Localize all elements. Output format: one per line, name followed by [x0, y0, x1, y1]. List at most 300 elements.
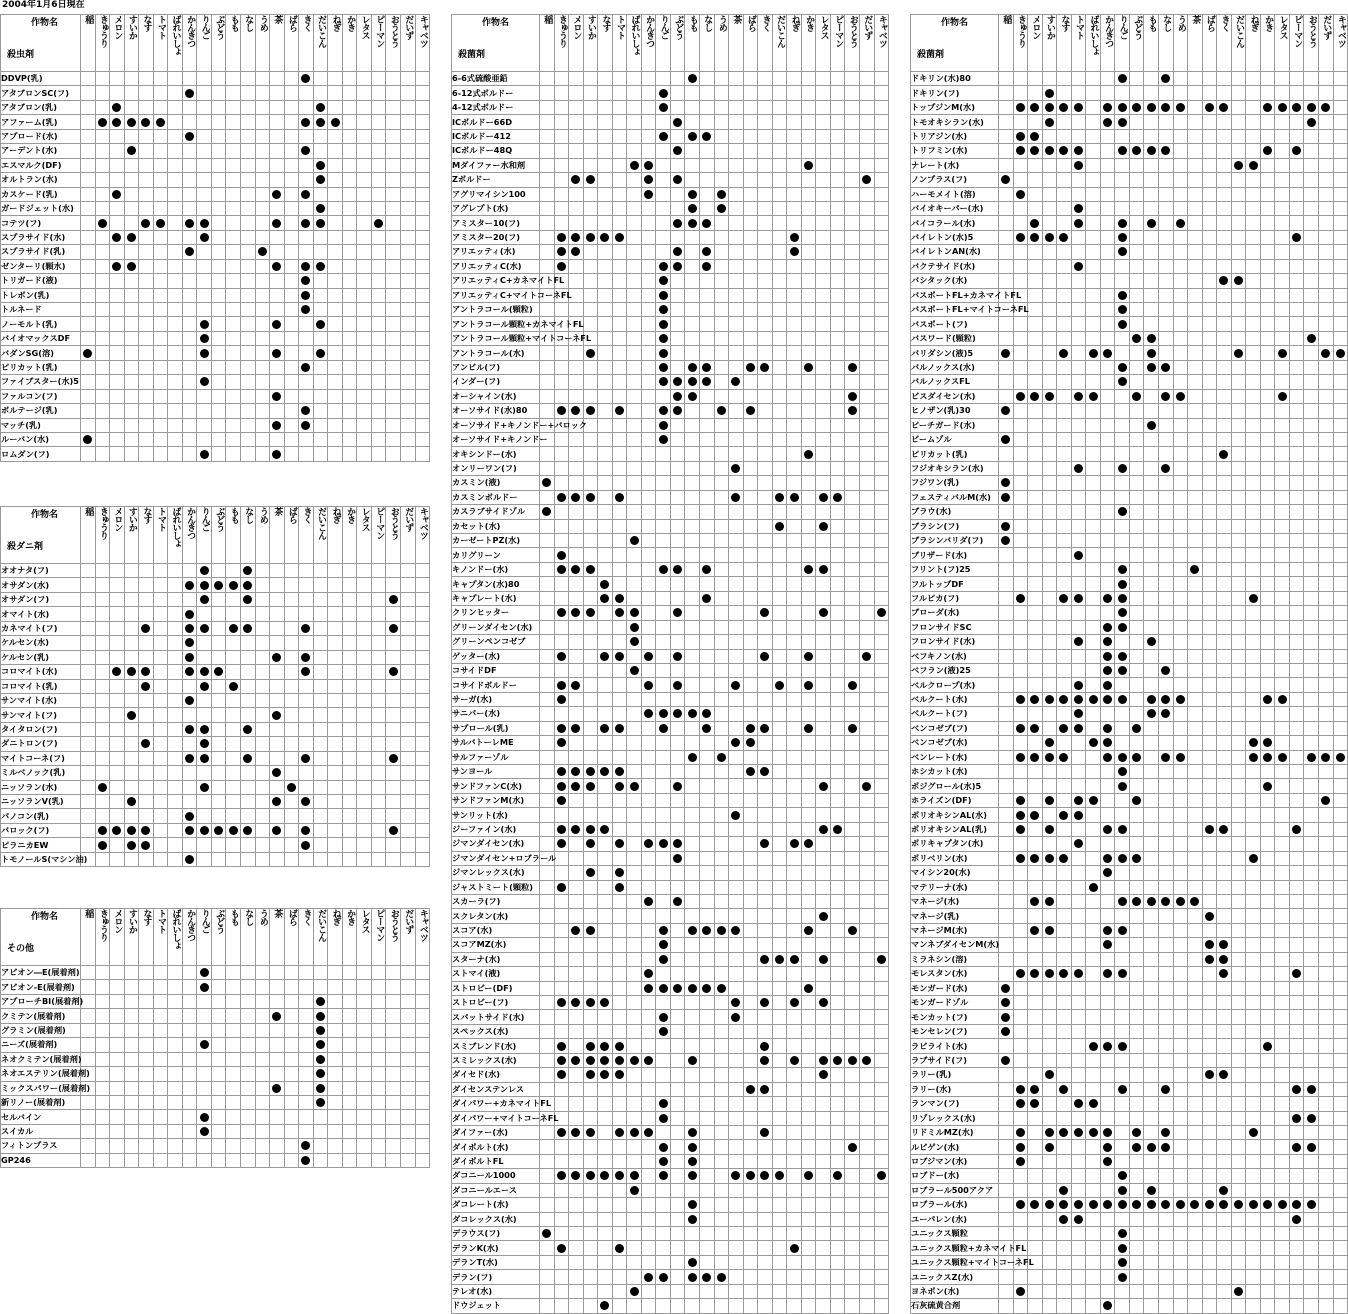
registration-cell — [685, 173, 700, 187]
registration-cell — [211, 129, 226, 143]
registration-cell — [801, 461, 816, 475]
registration-cell — [241, 1139, 256, 1153]
registration-cell — [874, 201, 889, 215]
registration-cell — [371, 737, 386, 751]
registered-dot — [557, 767, 566, 776]
registered-dot — [731, 926, 740, 935]
registration-cell — [685, 837, 700, 851]
registered-dot — [630, 161, 639, 170]
registration-cell — [386, 404, 401, 418]
registration-cell — [743, 808, 758, 822]
registration-cell — [1173, 72, 1188, 86]
registration-cell — [168, 751, 183, 765]
registration-cell — [270, 288, 285, 302]
registration-cell — [371, 607, 386, 621]
registration-cell — [656, 288, 671, 302]
registration-cell — [816, 692, 831, 706]
registration-cell — [255, 693, 270, 707]
registration-cell — [1202, 144, 1217, 158]
registration-cell — [540, 866, 555, 880]
registration-cell — [182, 216, 197, 230]
registration-cell — [874, 952, 889, 966]
pesticide-name: オサダン(フ) — [1, 592, 81, 606]
registration-cell — [685, 288, 700, 302]
registration-cell — [1188, 86, 1203, 100]
registration-cell — [729, 562, 744, 576]
crop-column-header — [357, 507, 372, 564]
registration-cell — [627, 996, 642, 1010]
registration-cell — [1188, 158, 1203, 172]
registered-dot — [98, 783, 107, 792]
crop-name: もも — [228, 507, 239, 523]
registration-cell — [299, 144, 314, 158]
registered-dot — [557, 565, 566, 574]
registration-cell — [95, 331, 110, 345]
registration-cell — [1202, 115, 1217, 129]
registration-cell — [1217, 274, 1232, 288]
registration-cell — [700, 1140, 715, 1154]
registration-cell — [860, 1169, 875, 1183]
registration-cell — [241, 809, 256, 823]
registration-cell — [255, 389, 270, 403]
registered-dot — [1118, 103, 1127, 112]
registration-cell — [1144, 230, 1159, 244]
registration-cell — [211, 1124, 226, 1138]
registration-cell — [357, 375, 372, 389]
registered-dot — [156, 219, 165, 228]
pesticide-name: ニッソランV(乳) — [1, 795, 81, 809]
registration-cell — [999, 115, 1014, 129]
registration-cell — [241, 795, 256, 809]
registration-cell — [627, 736, 642, 750]
registration-cell — [328, 1124, 343, 1138]
registration-cell — [95, 115, 110, 129]
registration-cell — [241, 607, 256, 621]
registration-cell — [1304, 245, 1319, 259]
registration-cell — [627, 1212, 642, 1226]
registration-cell — [1144, 216, 1159, 230]
registration-cell — [226, 158, 241, 172]
table-row — [1, 795, 430, 809]
registration-cell — [641, 923, 656, 937]
registration-cell — [685, 129, 700, 143]
registered-dot — [200, 377, 209, 386]
registration-cell — [860, 375, 875, 389]
registration-cell — [758, 230, 773, 244]
registration-cell — [729, 548, 744, 562]
registration-cell — [1129, 187, 1144, 201]
registration-cell — [95, 693, 110, 707]
registration-cell — [153, 1153, 168, 1167]
registration-cell — [124, 187, 139, 201]
registered-dot — [127, 797, 136, 806]
registered-dot — [615, 1128, 624, 1137]
registration-cell — [415, 564, 430, 578]
registered-dot — [557, 1244, 566, 1253]
registration-cell — [124, 129, 139, 143]
registration-cell — [612, 996, 627, 1010]
registration-cell — [874, 938, 889, 952]
crop-name: ばれいしょ — [1088, 15, 1099, 55]
registration-cell — [255, 447, 270, 461]
registration-cell — [729, 216, 744, 230]
registration-cell — [860, 562, 875, 576]
pesticide-name: ゼンターリ(顆水) — [1, 259, 81, 273]
registration-cell — [139, 722, 154, 736]
registered-dot — [760, 998, 769, 1007]
registration-cell — [1246, 100, 1261, 114]
registration-cell — [357, 1139, 372, 1153]
registration-cell — [787, 375, 802, 389]
registration-cell — [787, 1010, 802, 1024]
registration-cell — [226, 144, 241, 158]
registration-cell — [139, 1095, 154, 1109]
registration-cell — [284, 404, 299, 418]
registration-cell — [357, 173, 372, 187]
registration-cell — [168, 823, 183, 837]
registration-cell — [81, 86, 96, 100]
registered-dot — [586, 175, 595, 184]
registration-cell — [211, 72, 226, 86]
registered-dot — [717, 406, 726, 415]
registration-cell — [700, 129, 715, 143]
registration-cell — [641, 216, 656, 230]
registration-cell — [801, 548, 816, 562]
registration-cell — [860, 274, 875, 288]
registration-cell — [1028, 115, 1043, 129]
registration-cell — [656, 100, 671, 114]
registration-cell — [656, 1169, 671, 1183]
registered-dot — [746, 406, 755, 415]
registration-cell — [612, 793, 627, 807]
registration-cell — [401, 432, 416, 446]
pesticide-name: オンリーワン(フ) — [452, 461, 540, 475]
registration-cell — [685, 822, 700, 836]
registration-cell — [540, 86, 555, 100]
registration-cell — [787, 779, 802, 793]
registration-cell — [670, 317, 685, 331]
registration-cell — [598, 880, 613, 894]
registration-cell — [415, 1023, 430, 1037]
registration-cell — [830, 259, 845, 273]
registration-cell — [816, 880, 831, 894]
registration-cell — [1086, 72, 1101, 86]
registration-cell — [641, 1097, 656, 1111]
registration-cell — [670, 1255, 685, 1269]
registered-dot — [1161, 74, 1170, 83]
registration-cell — [1144, 187, 1159, 201]
registration-cell — [583, 866, 598, 880]
crop-name: ピーマン — [374, 15, 385, 47]
registration-cell — [874, 880, 889, 894]
registration-cell — [569, 606, 584, 620]
registration-cell — [1319, 129, 1334, 143]
registration-cell — [845, 1255, 860, 1269]
registration-cell — [685, 1284, 700, 1298]
registration-cell — [583, 736, 598, 750]
registration-cell — [874, 1299, 889, 1313]
registration-cell — [313, 86, 328, 100]
registration-cell — [1013, 201, 1028, 215]
registration-cell — [641, 952, 656, 966]
registration-cell — [95, 722, 110, 736]
registration-cell — [583, 938, 598, 952]
registration-cell — [801, 678, 816, 692]
crop-column-header — [371, 15, 386, 72]
registration-cell — [772, 736, 787, 750]
registered-dot — [301, 1141, 310, 1150]
registration-cell — [110, 432, 125, 446]
registration-cell — [845, 793, 860, 807]
registration-cell — [299, 1023, 314, 1037]
registration-cell — [598, 1169, 613, 1183]
registration-cell — [313, 274, 328, 288]
pesticide-name: コロマイト(乳) — [1, 679, 81, 693]
registration-cell — [641, 476, 656, 490]
registered-dot — [1074, 161, 1083, 170]
registration-cell — [685, 1299, 700, 1313]
registered-dot — [243, 725, 252, 734]
pesticide-name: ミックスパワー(展着剤) — [1, 1081, 81, 1095]
registration-cell — [313, 994, 328, 1008]
table-row — [452, 692, 889, 706]
registration-cell — [81, 780, 96, 794]
registration-cell — [1246, 201, 1261, 215]
registration-cell — [729, 996, 744, 1010]
pesticide-name: カスミンボルドー — [452, 490, 540, 504]
registration-cell — [401, 751, 416, 765]
registered-dot — [200, 739, 209, 748]
registration-cell — [1217, 230, 1232, 244]
table-row — [1, 404, 430, 418]
registration-cell — [139, 432, 154, 446]
registration-cell — [612, 548, 627, 562]
registration-cell — [830, 692, 845, 706]
registration-cell — [270, 766, 285, 780]
registration-cell — [729, 967, 744, 981]
registration-cell — [342, 404, 357, 418]
registration-cell — [860, 432, 875, 446]
registration-cell — [182, 230, 197, 244]
registration-cell — [874, 216, 889, 230]
crop-name: きゅうり — [1015, 15, 1026, 47]
registered-dot — [600, 1056, 609, 1065]
registration-cell — [830, 1097, 845, 1111]
registration-cell — [415, 852, 430, 866]
registration-cell — [860, 765, 875, 779]
registration-cell — [583, 404, 598, 418]
registration-cell — [110, 1009, 125, 1023]
table-row — [452, 490, 889, 504]
registration-cell — [772, 519, 787, 533]
registration-cell — [627, 115, 642, 129]
registration-cell — [685, 678, 700, 692]
registered-dot — [301, 406, 310, 415]
registered-dot — [141, 667, 150, 676]
registration-cell — [714, 707, 729, 721]
crop-column-header — [95, 507, 110, 564]
registration-cell — [569, 519, 584, 533]
registration-cell — [743, 245, 758, 259]
registration-cell — [612, 707, 627, 721]
registration-cell — [270, 1009, 285, 1023]
registration-cell — [386, 679, 401, 693]
crop-column-header — [81, 15, 96, 72]
registration-cell — [110, 100, 125, 114]
registration-cell — [1144, 274, 1159, 288]
registration-cell — [1304, 115, 1319, 129]
registration-cell — [874, 288, 889, 302]
registration-cell — [627, 1198, 642, 1212]
registration-cell — [401, 693, 416, 707]
registration-cell — [612, 1039, 627, 1053]
pesticide-name: マイトコーネ(フ) — [1, 751, 81, 765]
registration-cell — [1231, 86, 1246, 100]
registration-cell — [656, 404, 671, 418]
registration-cell — [255, 375, 270, 389]
crop-name: ピーマン — [374, 909, 385, 941]
registration-cell — [110, 259, 125, 273]
registration-cell — [540, 129, 555, 143]
registration-cell — [168, 665, 183, 679]
registration-cell — [197, 592, 212, 606]
registration-cell — [569, 173, 584, 187]
registration-cell — [758, 1227, 773, 1241]
registration-cell — [284, 1023, 299, 1037]
registration-cell — [241, 1124, 256, 1138]
crop-name: ばら — [745, 15, 756, 31]
registration-cell — [241, 404, 256, 418]
registration-cell — [598, 490, 613, 504]
registration-cell — [415, 751, 430, 765]
registration-cell — [874, 317, 889, 331]
registered-dot — [301, 190, 310, 199]
registration-cell — [714, 1068, 729, 1082]
registration-cell — [241, 1052, 256, 1066]
registration-cell — [197, 418, 212, 432]
pesticide-name: サルファーゾル — [452, 750, 540, 764]
registration-cell — [415, 173, 430, 187]
crop-column-header — [284, 15, 299, 72]
registered-dot — [141, 826, 150, 835]
crop-name: トマト — [156, 507, 166, 531]
registration-cell — [700, 996, 715, 1010]
registration-cell — [830, 1198, 845, 1212]
registration-cell — [299, 679, 314, 693]
registered-dot — [389, 826, 398, 835]
registration-cell — [197, 144, 212, 158]
registration-cell — [540, 808, 555, 822]
registration-cell — [357, 389, 372, 403]
registration-cell — [598, 1097, 613, 1111]
registration-cell — [714, 86, 729, 100]
registration-cell — [540, 519, 555, 533]
registered-dot — [185, 812, 194, 821]
registered-dot — [557, 406, 566, 415]
registration-cell — [685, 707, 700, 721]
registration-cell — [583, 1255, 598, 1269]
registration-cell — [540, 389, 555, 403]
registration-cell — [299, 966, 314, 980]
registration-cell — [598, 129, 613, 143]
registration-cell — [700, 1241, 715, 1255]
table-row — [452, 1284, 889, 1298]
registration-cell — [656, 851, 671, 865]
registration-cell — [685, 692, 700, 706]
registration-cell — [540, 909, 555, 923]
registration-cell — [255, 1023, 270, 1037]
pesticide-name: バイオマックスDF — [1, 331, 81, 345]
registration-cell — [357, 115, 372, 129]
registration-cell — [255, 346, 270, 360]
registration-cell — [241, 1081, 256, 1095]
registration-cell — [415, 795, 430, 809]
registration-cell — [1188, 100, 1203, 114]
pesticide-name: カセット(水) — [452, 519, 540, 533]
pesticide-name: マッチ(乳) — [1, 418, 81, 432]
registration-cell — [371, 1110, 386, 1124]
table-row — [1, 1139, 430, 1153]
registration-cell — [255, 86, 270, 100]
registered-dot — [630, 782, 639, 791]
registration-cell — [816, 187, 831, 201]
registration-cell — [313, 665, 328, 679]
registration-cell — [1057, 259, 1072, 273]
registration-cell — [1260, 72, 1275, 86]
registration-cell — [401, 375, 416, 389]
registration-cell — [772, 173, 787, 187]
registration-cell — [685, 274, 700, 288]
registered-dot — [644, 1128, 653, 1137]
registered-dot — [272, 190, 281, 199]
registration-cell — [153, 650, 168, 664]
registered-dot — [185, 653, 194, 662]
registration-cell — [598, 360, 613, 374]
registration-cell — [787, 923, 802, 937]
registered-dot — [659, 839, 668, 848]
registration-cell — [860, 1111, 875, 1125]
registration-cell — [627, 750, 642, 764]
table-row — [452, 981, 889, 995]
registration-cell — [1260, 100, 1275, 114]
registration-cell — [801, 1212, 816, 1226]
registration-cell — [860, 72, 875, 86]
registration-cell — [270, 650, 285, 664]
registration-cell — [787, 938, 802, 952]
crop-name: ぶどう — [214, 909, 225, 933]
registration-cell — [255, 1052, 270, 1066]
registered-dot — [731, 811, 740, 820]
registration-cell — [1013, 173, 1028, 187]
registration-cell — [656, 938, 671, 952]
registration-cell — [241, 1153, 256, 1167]
registration-cell — [743, 909, 758, 923]
registration-cell — [270, 722, 285, 736]
registration-cell — [685, 317, 700, 331]
registration-cell — [700, 635, 715, 649]
crop-column-header — [328, 909, 343, 966]
registered-dot — [819, 493, 828, 502]
registration-cell — [211, 1139, 226, 1153]
registration-cell — [211, 115, 226, 129]
registration-cell — [153, 578, 168, 592]
registration-cell — [801, 389, 816, 403]
registration-cell — [743, 519, 758, 533]
registration-cell — [342, 1095, 357, 1109]
crop-column-header — [299, 507, 314, 564]
registration-cell — [830, 793, 845, 807]
registration-cell — [313, 317, 328, 331]
